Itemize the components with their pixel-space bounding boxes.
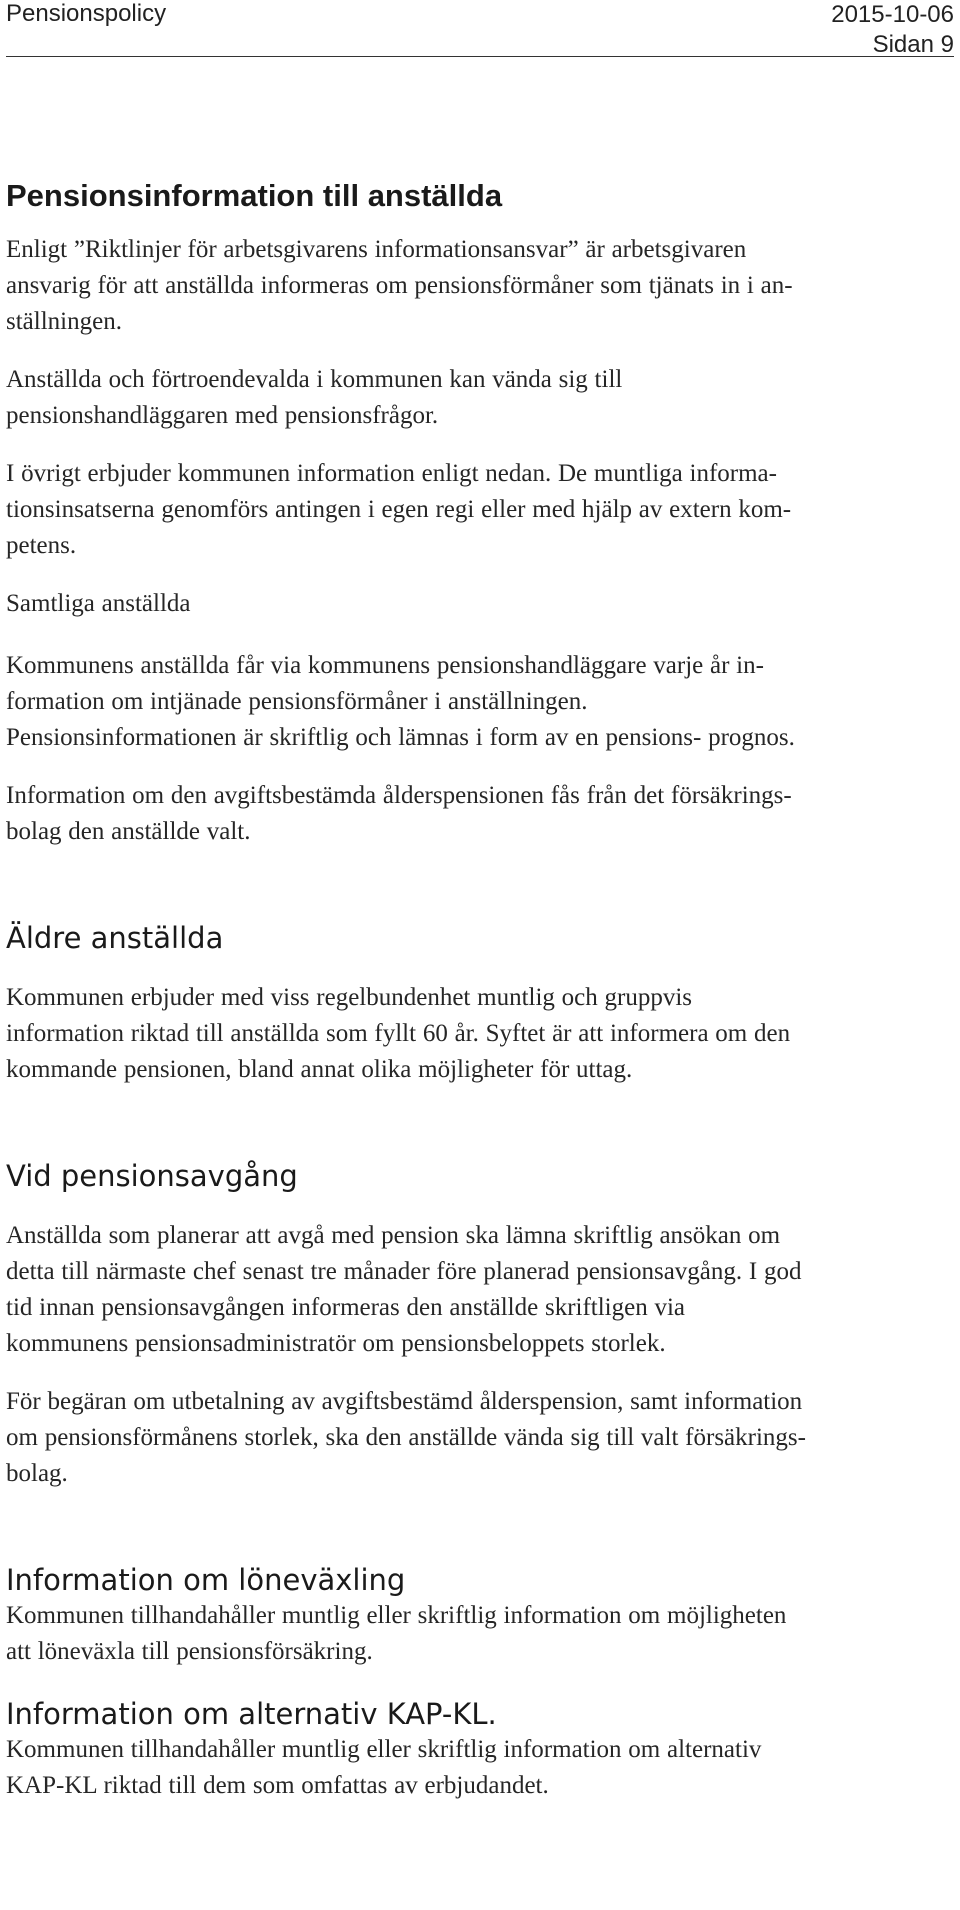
- document-body: [6, 168, 954, 1804]
- text-line: ställningen.: [6, 308, 122, 335]
- text-line: om pensionsförmånens storlek, ska den anställde vända sig till valt försäkrings-: [6, 1424, 806, 1451]
- page-header: [6, 0, 954, 56]
- text-line: Kommunen tillhandahåller muntlig eller skriftlig information om alternativ: [6, 1736, 762, 1763]
- text-line: För begäran om utbetalning av avgiftsbestämd ålderspension, samt information: [6, 1388, 803, 1415]
- text-line: information riktad till anställda som fyllt 60 år. Syftet är att informera om den: [6, 1020, 791, 1047]
- paragraph: [6, 232, 954, 340]
- text-line: Information om den avgiftsbestämda ålderspensionen fås från det försäkrings-: [6, 782, 792, 809]
- paragraph: [6, 1598, 954, 1670]
- text-line: tid innan pensionsavgången informeras den anställde skriftligen via: [6, 1294, 686, 1321]
- paragraph: [6, 456, 954, 564]
- header-page-number: Sidan 9: [872, 31, 954, 58]
- heading-pensionsinformation: Pensionsinformation till anställda: [6, 178, 503, 213]
- text-line: pensionshandläggaren med pensionsfrågor.: [6, 402, 439, 429]
- heading-aldre-anstallda: Äldre anställda: [6, 921, 224, 955]
- text-line: Anställda och förtroendevalda i kommunen kan vända sig till: [6, 366, 623, 393]
- paragraph: [6, 648, 954, 756]
- text-line: tionsinsatserna genomförs antingen i egen regi eller med hjälp av extern kom-: [6, 496, 792, 523]
- heading-vid-pensionsavgang: Vid pensionsavgång: [6, 1159, 298, 1193]
- header-divider: [6, 56, 954, 57]
- text-line: formation om intjänade pensionsförmåner i anställningen.: [6, 688, 588, 715]
- paragraph: [6, 1384, 954, 1492]
- text-line: Anställda som planerar att avgå med pension ska lämna skriftlig ansökan om: [6, 1222, 781, 1249]
- text-line: Kommunen tillhandahåller muntlig eller skriftlig information om möjligheten: [6, 1602, 787, 1629]
- paragraph: [6, 1218, 954, 1362]
- heading-loneväxling: Information om löneväxling: [6, 1563, 406, 1597]
- text-line: I övrigt erbjuder kommunen information enligt nedan. De muntliga informa-: [6, 460, 777, 487]
- text-line: Kommunen erbjuder med viss regelbundenhet muntlig och gruppvis: [6, 984, 693, 1011]
- paragraph: [6, 980, 954, 1088]
- text-line: bolag den anställde valt.: [6, 818, 251, 845]
- text-line: kommande pensionen, bland annat olika möjligheter för uttag.: [6, 1056, 633, 1083]
- text-line: Enligt ”Riktlinjer för arbetsgivarens informationsansvar” är arbetsgivaren: [6, 236, 747, 263]
- header-date: 2015-10-06: [831, 1, 954, 28]
- text-line: kommunens pensionsadministratör om pensionsbeloppets storlek.: [6, 1330, 666, 1357]
- paragraph: [6, 362, 954, 434]
- document-title: Pensionspolicy: [6, 0, 167, 27]
- text-line: KAP-KL riktad till dem som omfattas av erbjudandet.: [6, 1772, 549, 1799]
- text-line: petens.: [6, 532, 77, 559]
- header-meta: [831, 0, 954, 60]
- text-line: detta till närmaste chef senast tre månader före planerad pensionsavgång. I god: [6, 1258, 802, 1285]
- text-line: Pensionsinformationen är skriftlig och lämnas i form av en pensions- prognos.: [6, 724, 795, 751]
- text-line: att löneväxla till pensionsförsäkring.: [6, 1638, 373, 1665]
- paragraph: [6, 778, 954, 850]
- paragraph: [6, 1732, 954, 1804]
- text-line: ansvarig för att anställda informeras om pensionsförmåner som tjänats in i an-: [6, 272, 793, 299]
- subheading-samtliga-anstallda: Samtliga anställda: [6, 590, 191, 617]
- heading-alternativ-kap-kl: Information om alternativ KAP-KL.: [6, 1697, 497, 1731]
- text-line: bolag.: [6, 1460, 68, 1487]
- text-line: Kommunens anställda får via kommunens pensionshandläggare varje år in-: [6, 652, 764, 679]
